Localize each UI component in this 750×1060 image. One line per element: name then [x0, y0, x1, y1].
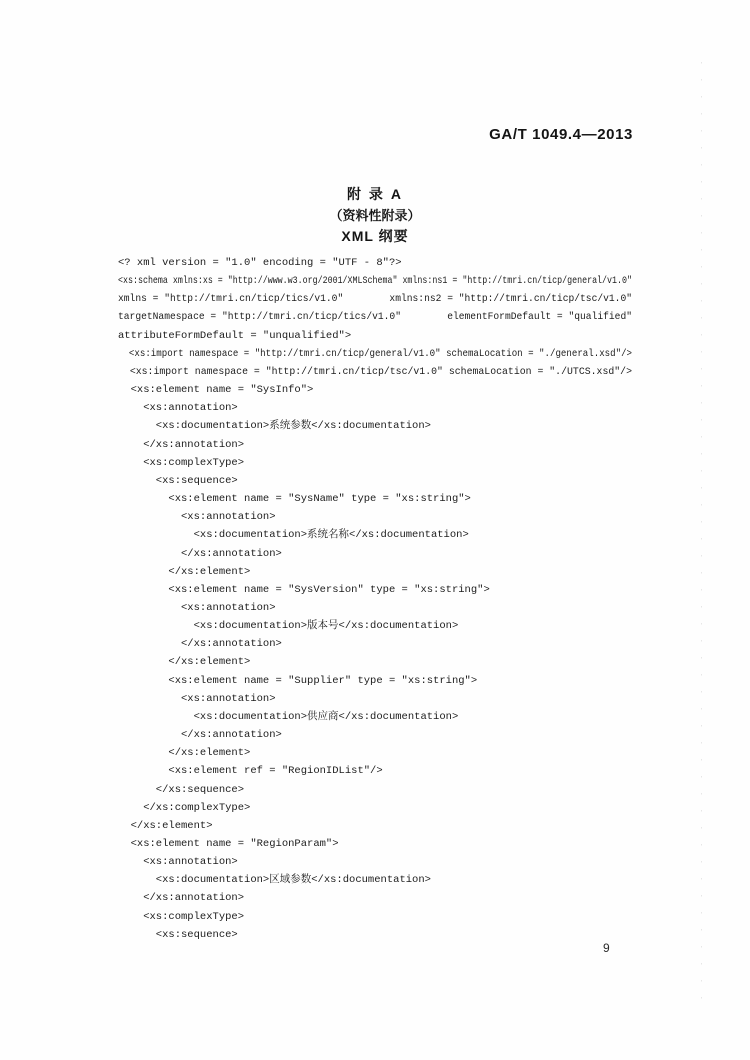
xml-code-line: <xs:element name = "SysName" type = "xs:string">	[118, 493, 471, 506]
xml-code-line: <? xml version = "1.0" encoding = "UTF - 8"?>	[118, 257, 402, 269]
xml-code-line: </xs:element>	[118, 565, 251, 578]
xml-code-line: targetNamespace = "http://tmri.cn/ticp/tics/v1.0" elementFormDefault = "qualified"	[118, 311, 632, 324]
xml-code-line: <xs:sequence>	[118, 928, 238, 941]
xml-code-line: <xs:complexType>	[118, 456, 245, 469]
xml-code-line: attributeFormDefault = "unqualified">	[118, 329, 352, 342]
xml-code-line: <xs:sequence>	[118, 474, 238, 487]
xml-code-line: </xs:annotation>	[118, 729, 282, 742]
appendix-title-block	[0, 184, 750, 247]
xml-code-line: <xs:annotation>	[118, 692, 276, 705]
xml-code-line: <xs:documentation>供应商</xs:documentation>	[118, 710, 459, 723]
xml-code-line: <xs:import namespace = "http://tmri.cn/ticp/tsc/v1.0" schemaLocation = "./UTCS.xsd"/>	[118, 365, 632, 378]
appendix-title: 附 录 A	[347, 186, 403, 202]
xml-code-line: <xs:element name = "SysVersion" type = "xs:string">	[118, 583, 490, 596]
xml-code-line: <xs:documentation>系统名称</xs:documentation>	[118, 529, 469, 542]
xml-code-line: <xs:annotation>	[118, 402, 238, 415]
xml-code-line: </xs:annotation>	[118, 892, 245, 905]
xml-code-line: </xs:annotation>	[118, 638, 282, 651]
standard-number: GA/T 1049.4—2013	[489, 126, 633, 143]
xml-code-line: <xs:annotation>	[118, 601, 276, 614]
xml-code-line: <xs:element ref = "RegionIDList"/>	[118, 765, 383, 778]
page-number: 9	[603, 941, 610, 955]
appendix-subtitle: （资料性附录）	[329, 208, 421, 223]
xml-code-line: </xs:element>	[118, 747, 251, 760]
xml-code-line: <xs:schema xmlns:xs = "http://www.w3.org/2001/XMLSchema" xmlns:ns1 = "http://tmri.cn/ticp/general/v1.0"	[118, 275, 632, 288]
xml-code-line: <xs:documentation>区域参数</xs:documentation>	[118, 874, 431, 887]
xml-code-line: <xs:annotation>	[118, 511, 276, 524]
xml-code-line: </xs:element>	[118, 819, 213, 832]
appendix-section-title: XML 纲要	[341, 228, 409, 244]
xml-code-line: <xs:annotation>	[118, 856, 238, 869]
xml-code-line: </xs:annotation>	[118, 438, 245, 451]
xml-code-line: <xs:element name = "SysInfo">	[118, 384, 314, 397]
xml-code-line: xmlns = "http://tmri.cn/ticp/tics/v1.0" xmlns:ns2 = "http://tmri.cn/ticp/tsc/v1.0"	[118, 293, 632, 306]
xml-code-line: </xs:element>	[118, 656, 251, 669]
xml-code-line: </xs:sequence>	[118, 783, 245, 796]
xml-code-line: <xs:import namespace = "http://tmri.cn/ticp/general/v1.0" schemaLocation = "./general.xsd"/>	[118, 347, 632, 360]
xml-schema-code	[118, 254, 632, 944]
xml-code-line: <xs:documentation>版本号</xs:documentation>	[118, 620, 459, 633]
xml-code-line: <xs:complexType>	[118, 910, 245, 923]
xml-code-line: </xs:annotation>	[118, 547, 282, 560]
xml-code-line: <xs:documentation>系统参数</xs:documentation>	[118, 420, 431, 433]
xml-code-line: <xs:element name = "RegionParam">	[118, 838, 339, 850]
xml-code-line: </xs:complexType>	[118, 801, 251, 814]
xml-code-line: <xs:element name = "Supplier" type = "xs:string">	[118, 674, 478, 687]
